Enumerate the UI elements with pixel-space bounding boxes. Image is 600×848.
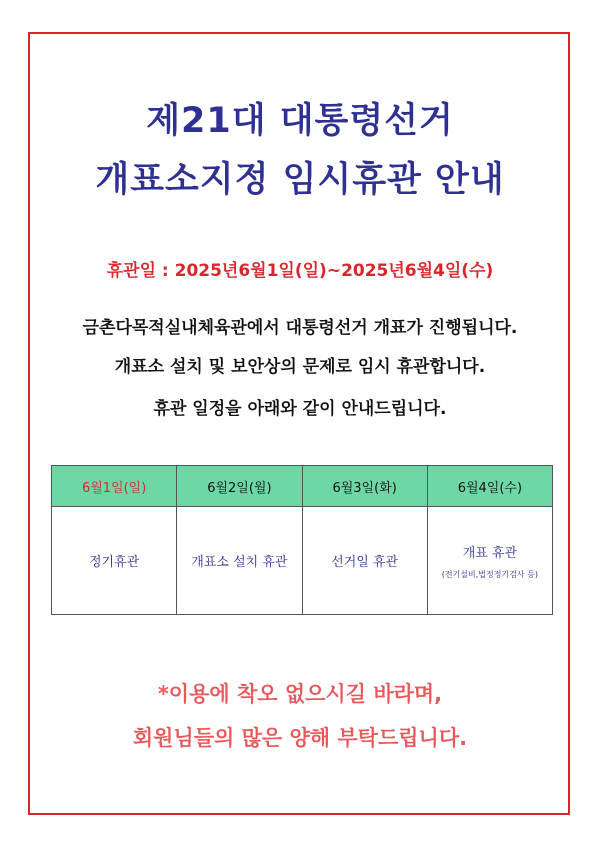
schedule-date-june1: 6월1일(일)	[52, 466, 177, 507]
schedule-cell-june4-note: (전기설비,법정정기검사 등)	[441, 569, 539, 579]
schedule-cell-june4-label: 개표 휴관	[462, 545, 518, 561]
schedule-date-june2: 6월2일(월)	[177, 466, 302, 507]
message-line2: 개표소 설치 및 보안상의 문제로 임시 휴관합니다.	[114, 357, 486, 377]
message-line1: 금촌다목적실내체육관에서 대통령선거 개표가 진행됩니다.	[82, 318, 518, 338]
closed-period: 휴관일 : 2025년6월1일(일)~2025년6월4일(수)	[106, 261, 494, 281]
schedule-cell-june3: 선거일 휴관	[302, 507, 427, 615]
schedule-cell-june4	[427, 507, 552, 615]
message-line3: 휴관 일정을 아래와 같이 안내드립니다.	[153, 399, 447, 419]
schedule-header-row	[52, 466, 553, 507]
notice-title-line2: 개표소지정 임시휴관 안내	[95, 160, 505, 200]
schedule-cell-june2: 개표소 설치 휴관	[177, 507, 302, 615]
footer-line1: *이용에 착오 없으시길 바라며,	[157, 682, 443, 706]
schedule-date-june3: 6월3일(화)	[302, 466, 427, 507]
notice-title-line1: 제21대 대통령선거	[146, 101, 454, 141]
closure-schedule-table	[51, 465, 553, 615]
footer-line2: 회원님들의 많은 양해 부탁드립니다.	[132, 726, 468, 750]
schedule-body-row	[52, 507, 553, 615]
schedule-cell-june1: 정기휴관	[52, 507, 177, 615]
schedule-date-june4: 6월4일(수)	[427, 466, 552, 507]
